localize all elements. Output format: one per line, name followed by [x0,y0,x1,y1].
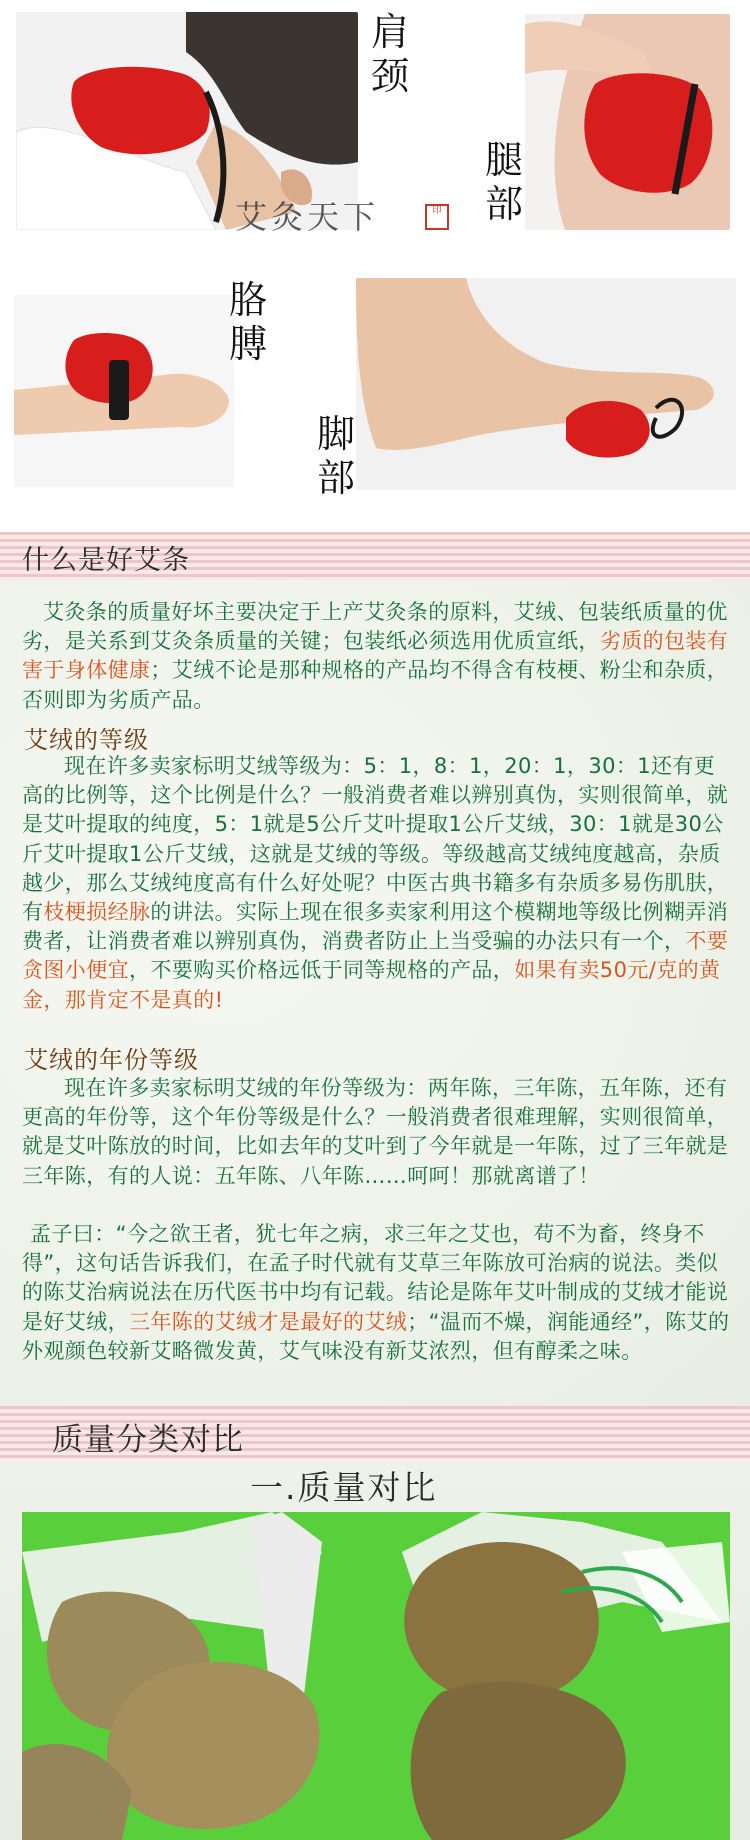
grade-title: 艾绒的等级 [24,726,149,754]
label-foot: 脚部 [316,412,355,500]
quality-comparison-photo [22,1512,730,1840]
intro-text-1: 艾灸条的质量好坏主要决定于上产艾灸条的原料，艾绒、包装纸质量的优劣，是关系到艾灸条质量的关键；包装纸必须选用优质宣纸， [22,600,728,654]
intro-warning: 劣质的包装有害于身体健康 [22,629,729,683]
seal-stamp: 印 [425,204,449,230]
section-title: 什么是好艾条 [22,545,190,576]
grade-red-1: 枝梗损经脉 [43,900,151,925]
leg-illustration [525,14,730,230]
grade-red-2: 不要贪图小便宜 [22,929,729,983]
label-leg: 腿部 [484,138,523,226]
label-arm: 胳膊 [228,278,267,366]
year-red: 三年陈的艾绒才是最好的艾绒 [129,1309,408,1334]
leg-photo [525,14,730,230]
year-title: 艾绒的年份等级 [24,1046,199,1074]
brand-watermark: 艾灸天下 [235,198,380,236]
foot-illustration [356,278,736,490]
grade-red-3: 如果有卖50元/克的黄金，那肯定不是真的! [22,958,721,1012]
intro-paragraph [22,598,732,715]
wrist-photo [14,295,234,487]
year-text-1: 现在许多卖家标明艾绒的年份等级为：两年陈，三年陈，五年陈，还有更高的年份等，这个年份等级是什么？一般消费者很难理解，实则很简单，就是艾叶陈放的时间，比如去年的艾叶到了今年就是一年陈，过了三年就是三年陈，有的人说：五年陈、八年陈……呵呵！那就离谱了！ [22,1076,729,1188]
wrist-illustration [14,295,234,487]
year-paragraph-2 [22,1220,732,1366]
grade-text-2: 的讲法。实际上现在很多卖家利用这个模糊地等级比例糊弄消费者，让消费者难以辨别真伪，消费者防止上当受骗的办法只有一个， [22,900,729,954]
grade-text-3: ，不要购买价格远低于同等规格的产品， [129,958,515,983]
grade-paragraph [22,752,732,1015]
intro-text-2: ；艾绒不论是那种规格的产品均不得含有枝梗、粉尘和杂质，否则即为劣质产品。 [22,658,729,712]
moxa-comparison-illustration [22,1512,730,1840]
foot-photo [356,278,736,490]
label-neck: 肩颈 [370,10,409,98]
compare-subtitle: 一.质量对比 [250,1468,438,1507]
year-text-3: ；“温而不燥，润能通经”，陈艾的外观颜色较新艾略微发黄，艾气味没有新艾浓烈，但有醇柔之味。 [22,1309,730,1363]
year-paragraph-1 [22,1074,732,1191]
compare-title: 质量分类对比 [52,1422,244,1458]
grade-text-1: 现在许多卖家标明艾绒等级为：5：1，8：1，20：1，30：1还有更高的比例等，这个比例是什么？一般消费者难以辨别真伪，实则很简单，就是艾叶提取的纯度，5：1就是5公斤艾叶提取1公斤艾绒，30：1就是30公斤艾叶提取1公斤艾绒，这就是艾绒的等级。等级越高艾绒纯度越高，杂质越少，那么艾绒纯度高有什么好处呢？中医古典书籍多有杂质多易伤肌肤，有 [22,754,729,925]
year-text-2: 孟子曰：“今之欲王者，犹七年之病，求三年之艾也，苟不为畜，终身不得”，这句话告诉我们，在孟子时代就有艾草三年陈放可治病的说法。类似的陈艾治病说法在历代医书中均有记载。结论是陈年艾叶制成的艾绒才能说是好艾绒， [22,1222,729,1334]
